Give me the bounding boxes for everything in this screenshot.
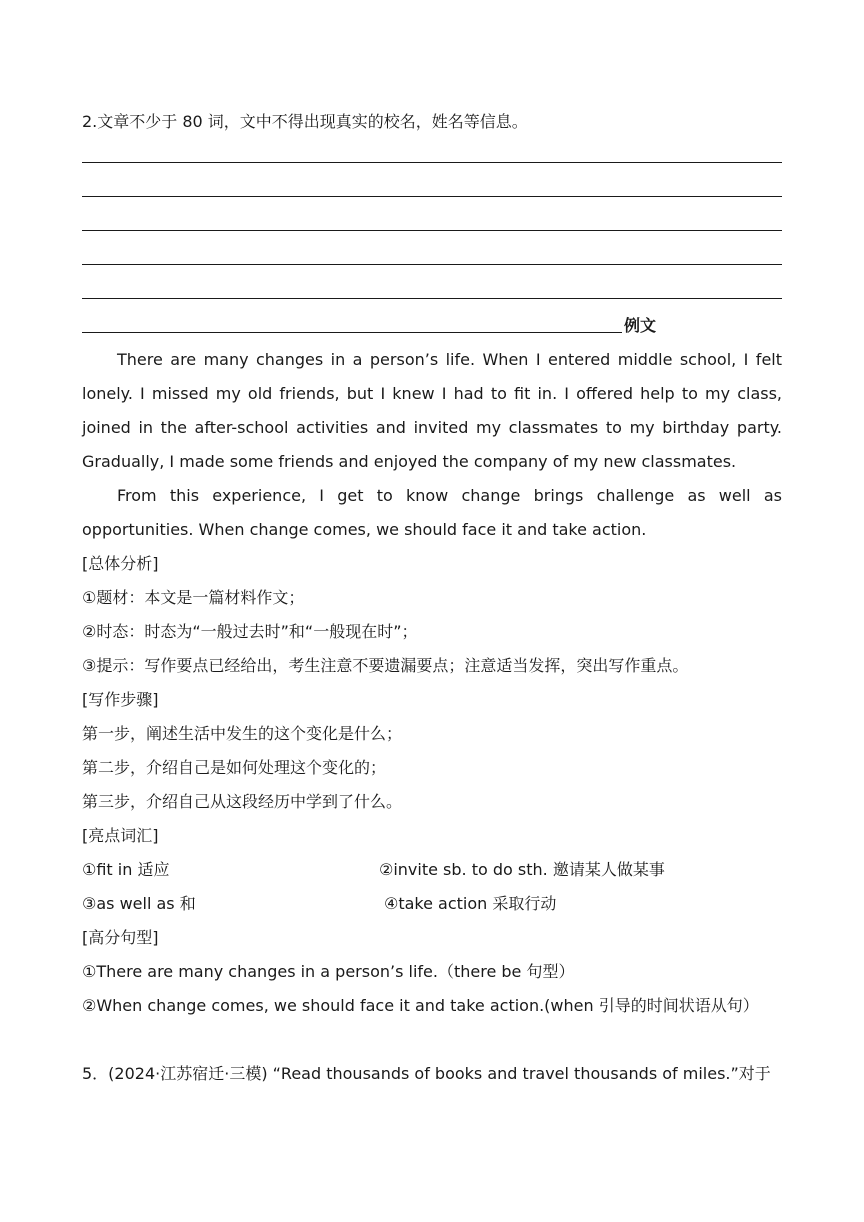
vocab-item: ④take action 采取行动 (384, 894, 557, 913)
analysis-item: ①题材：本文是一篇材料作文； (82, 588, 305, 607)
vocab-item: ①fit in 适应 (82, 860, 170, 879)
analysis-item: ③提示：写作要点已经给出，考生注意不要遗漏要点；注意适当发挥，突出写作重点。 (82, 656, 689, 675)
vocab-item: ②invite sb. to do sth. 邀请某人做某事 (379, 860, 665, 879)
answer-line-1 (82, 162, 782, 163)
answer-line-3 (82, 230, 782, 231)
answer-line-4 (82, 264, 782, 265)
step-item: 第二步，介绍自己是如何处理这个变化的； (82, 758, 387, 777)
step-item: 第一步，阐述生活中发生的这个变化是什么； (82, 724, 403, 743)
vocab-item: ③as well as 和 (82, 894, 196, 913)
vocab-heading: [亮点词汇] (82, 826, 159, 845)
steps-heading: [写作步骤] (82, 690, 159, 709)
analysis-heading: [总体分析] (82, 554, 159, 573)
analysis-item: ②时态：时态为“一般过去时”和“一般现在时”； (82, 622, 418, 641)
next-question-text: 5．(2024·江苏宿迁·三模) “Read thousands of books and travel thousands of miles.”对于 (82, 1064, 771, 1083)
essay-paragraph-1: There are many changes in a person’s life. When I entered middle school, I felt lonely. I missed my old friends, but I knew I had to fit in. I offered help to my class, joined in the after-school activities and invited my classmates to my birthday party. Gradually, I made some friends and enjoyed the company of my new classmates. (82, 350, 782, 471)
answer-line-2 (82, 196, 782, 197)
requirement-text: 2.文章不少于 80 词，文中不得出现真实的校名，姓名等信息。 (82, 112, 528, 131)
answer-line-5 (82, 298, 782, 299)
sentence-item: ①There are many changes in a person’s life.（there be 句型） (82, 962, 575, 981)
step-item: 第三步，介绍自己从这段经历中学到了什么。 (82, 792, 403, 811)
sentences-heading: [高分句型] (82, 928, 159, 947)
sentence-item: ②When change comes, we should face it and take action.(when 引导的时间状语从句） (82, 996, 759, 1015)
essay-paragraph-2: From this experience, I get to know change brings challenge as well as opportunities. When change comes, we should face it and take action. (82, 486, 782, 539)
sample-essay-label: 例文 (624, 316, 657, 335)
answer-line-6 (82, 332, 622, 333)
